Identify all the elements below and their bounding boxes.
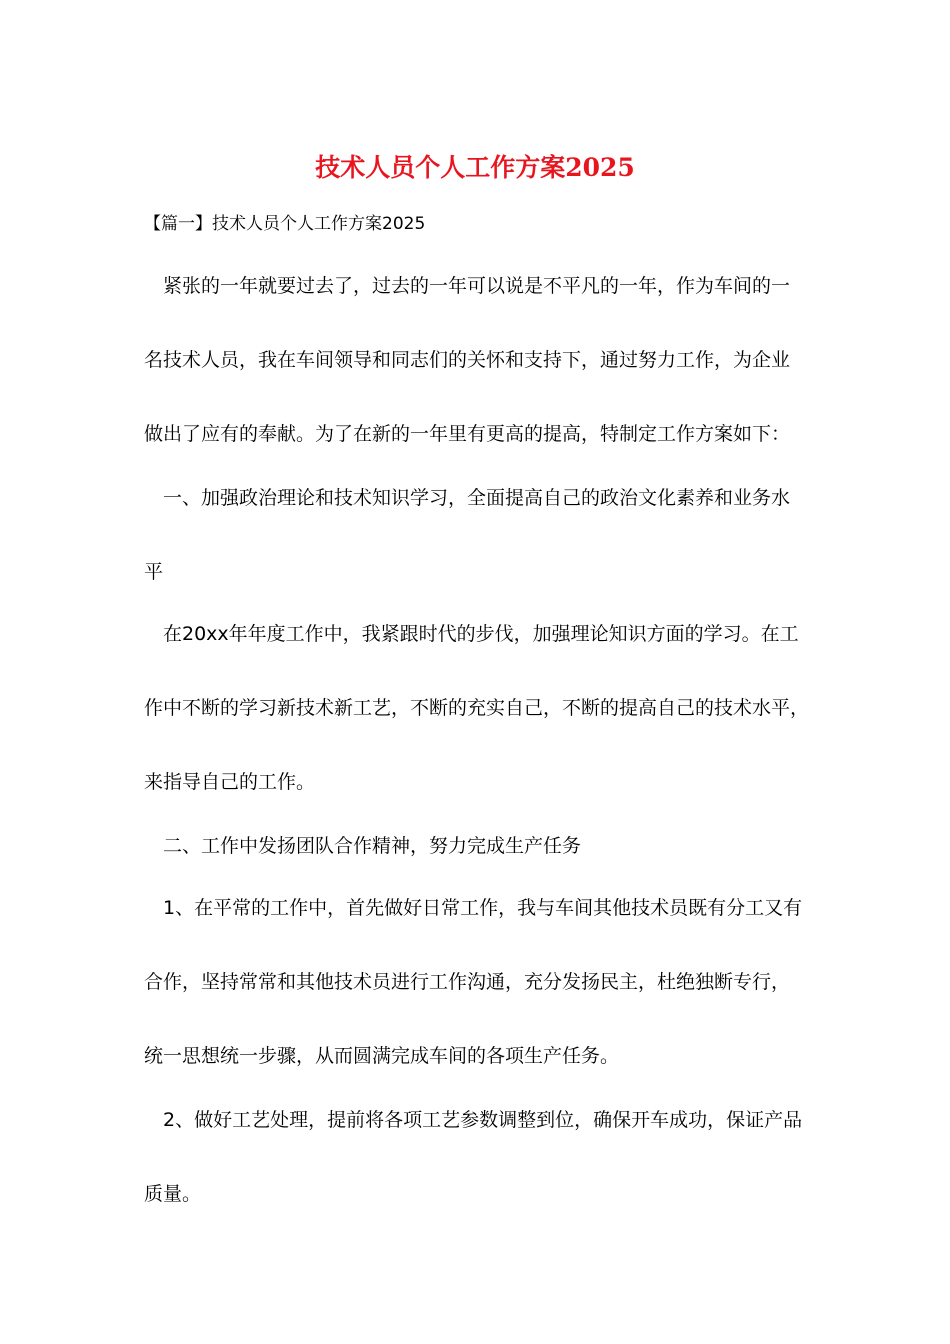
paragraph-line: 紧张的一年就要过去了，过去的一年可以说是不平凡的一年，作为车间的一: [163, 275, 791, 297]
paragraph-line: 在20xx年年度工作中，我紧跟时代的步伐，加强理论知识方面的学习。在工: [163, 623, 799, 645]
section-heading-line: 平: [144, 561, 164, 583]
section-heading: 【篇一】技术人员个人工作方案2025: [144, 214, 426, 234]
paragraph-line: 做出了应有的奉献。为了在新的一年里有更高的提高，特制定工作方案如下：: [144, 423, 791, 445]
paragraph-line: 来指导自己的工作。: [144, 771, 316, 793]
section-heading-line: 二、工作中发扬团队合作精神，努力完成生产任务: [163, 835, 582, 857]
paragraph-line: 统一思想统一步骤，从而圆满完成车间的各项生产任务。: [144, 1045, 620, 1067]
document-title: 技术人员个人工作方案2025: [315, 153, 635, 182]
paragraph-line: 作中不断的学习新技术新工艺，不断的充实自己，不断的提高自己的技术水平，: [144, 697, 810, 719]
paragraph-line: 1、在平常的工作中，首先做好日常工作，我与车间其他技术员既有分工又有: [163, 897, 803, 919]
paragraph-line: 质量。: [144, 1183, 202, 1205]
paragraph-line: 名技术人员，我在车间领导和同志们的关怀和支持下，通过努力工作，为企业: [144, 349, 791, 371]
paragraph-line: 合作，坚持常常和其他技术员进行工作沟通，充分发扬民主，杜绝独断专行，: [144, 971, 791, 993]
section-heading-line: 一、加强政治理论和技术知识学习，全面提高自己的政治文化素养和业务水: [163, 487, 791, 509]
paragraph-line: 2、做好工艺处理，提前将各项工艺参数调整到位，确保开车成功，保证产品: [163, 1109, 803, 1131]
